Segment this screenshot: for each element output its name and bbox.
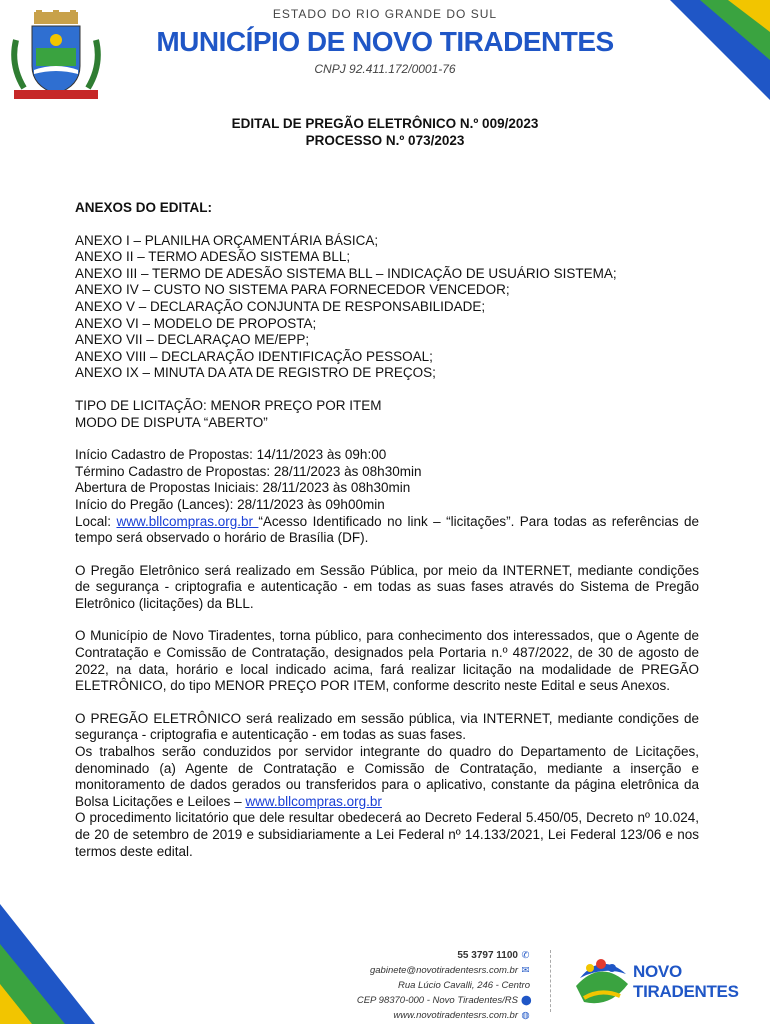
location-label: Local: [75, 513, 117, 529]
auction-start: Início do Pregão (Lances): 28/11/2023 às 09h00min [75, 496, 385, 512]
address-line: CEP 98370-000 - Novo Tiradentes/RS [356, 995, 518, 1006]
proposal-end: Término Cadastro de Propostas: 28/11/2023 às 08h30min [75, 463, 422, 479]
logo-emblem [570, 948, 632, 1010]
footer-email [320, 963, 530, 978]
bidding-type: TIPO DE LICITAÇÃO: MENOR PREÇO POR ITEM [75, 397, 382, 413]
cnpj: CNPJ 92.411.172/0001-76 [314, 62, 456, 76]
phone-number: 55 3797 1100 [457, 950, 518, 961]
coat-of-arms-logo [8, 10, 104, 106]
corner-decoration [0, 904, 95, 1024]
municipality-name: MUNICÍPIO DE NOVO TIRADENTES [156, 26, 614, 57]
footer-contacts [320, 948, 530, 1023]
municipality-logo [570, 948, 760, 1018]
document-body [75, 200, 699, 860]
annex-item: ANEXO II – TERMO ADESÃO SISTEMA BLL; [75, 249, 351, 265]
location-paragraph [75, 514, 699, 547]
location-icon: ⬤ [521, 995, 532, 1006]
annex-item: ANEXO V – DECLARAÇÃO CONJUNTA DE RESPONSABILIDADE; [75, 298, 486, 314]
location-text: “Acesso Identificado no link – “licitações”. Para todas as referências de tempo será observado o horário de Brasília (DF). [75, 513, 700, 546]
proposal-opening: Abertura de Propostas Iniciais: 28/11/2023 às 08h30min [75, 480, 411, 496]
footer-divider [550, 950, 551, 1012]
paragraph-notice: O Município de Novo Tiradentes, torna público, para conhecimento dos interessados, que o Agente de Contratação e Comissão de Contratação, designados pela Portaria n.º 487/2022, de 30 de agosto de 2022, na data, horário e local indicado acima, fará realizar licitação na modalidade de PREGÃO ELETRÔNICO, do tipo MENOR PREÇO POR ITEM, conforme descrito neste Edital e seus Anexos. [75, 628, 699, 694]
state-name: ESTADO DO RIO GRANDE DO SUL [272, 7, 498, 21]
annex-item: ANEXO IX – MINUTA DA ATA DE REGISTRO DE PREÇOS; [75, 365, 436, 381]
works-text: Os trabalhos serão conduzidos por servidor integrante do quadro do Departamento de Licitações, denominado (a) Agente de Contratação e Comissão de Contratação, mediante a inserção e monitoramento de dados gerados ou transferidos para o aplicativo, constante da página eletrônica da Bolsa Licitações e Leiloes – [75, 744, 699, 809]
title-line: EDITAL DE PREGÃO ELETRÔNICO N.º 009/2023 [231, 116, 539, 131]
address-line: Rua Lúcio Cavalli, 246 - Centro [397, 980, 530, 991]
annex-item: ANEXO III – TERMO DE ADESÃO SISTEMA BLL – INDICAÇÃO DE USUÁRIO SISTEMA; [75, 265, 617, 281]
proposal-start: Início Cadastro de Propostas: 14/11/2023 às 09h:00 [75, 447, 387, 463]
paragraph-works [75, 744, 699, 810]
annex-item: ANEXO VII – DECLARAÇAO ME/EPP; [75, 332, 310, 348]
document-title [0, 115, 770, 149]
annex-item: ANEXO I – PLANILHA ORÇAMENTÁRIA BÁSICA; [75, 232, 379, 248]
annexes-heading: ANEXOS DO EDITAL: [75, 200, 213, 215]
globe-icon: ◍ [521, 1010, 530, 1021]
bll-link[interactable]: www.bllcompras.org.br [245, 793, 382, 809]
bll-link[interactable]: www.bllcompras.org.br [116, 513, 259, 529]
footer-phone [320, 948, 530, 963]
annex-item: ANEXO VIII – DECLARAÇÃO IDENTIFICAÇÃO PESSOAL; [75, 348, 433, 364]
phone-icon: ✆ [521, 950, 530, 961]
annex-list [75, 233, 699, 382]
footer-website [320, 1008, 530, 1023]
annex-item: ANEXO IV – CUSTO NO SISTEMA PARA FORNECEDOR VENCEDOR; [75, 282, 510, 298]
email-address: gabinete@novotiradentesrs.com.br [369, 965, 518, 976]
paragraph-electronic: O PREGÃO ELETRÔNICO será realizado em sessão pública, via INTERNET, mediante condições de segurança - criptografia e autenticação - em todas as suas fases. [75, 710, 699, 743]
process-number: PROCESSO N.º 073/2023 [305, 133, 465, 148]
logo-name: NOVO TIRADENTES [633, 962, 739, 1001]
annex-item: ANEXO VI – MODELO DE PROPOSTA; [75, 315, 317, 331]
email-icon: ✉ [521, 965, 530, 976]
footer-address [320, 978, 530, 1008]
paragraph-session: O Pregão Eletrônico será realizado em Sessão Pública, por meio da INTERNET, mediante condições de segurança - criptografia e autenticação - em todas as suas fases através do Sistema de Pregão Eletrônico (licitações) da BLL. [75, 562, 699, 611]
website: www.novotiradentesrs.com.br [393, 1010, 518, 1021]
dispute-mode: MODO DE DISPUTA “ABERTO” [75, 414, 268, 430]
paragraph-legal: O procedimento licitatório que dele resultar obedecerá ao Decreto Federal 5.450/05, Decreto nº 10.024, de 20 de setembro de 2019 e subsidiariamente a Lei Federal nº 14.133/2021, Lei Federal 123/06 e nos termos deste edital. [75, 810, 699, 859]
